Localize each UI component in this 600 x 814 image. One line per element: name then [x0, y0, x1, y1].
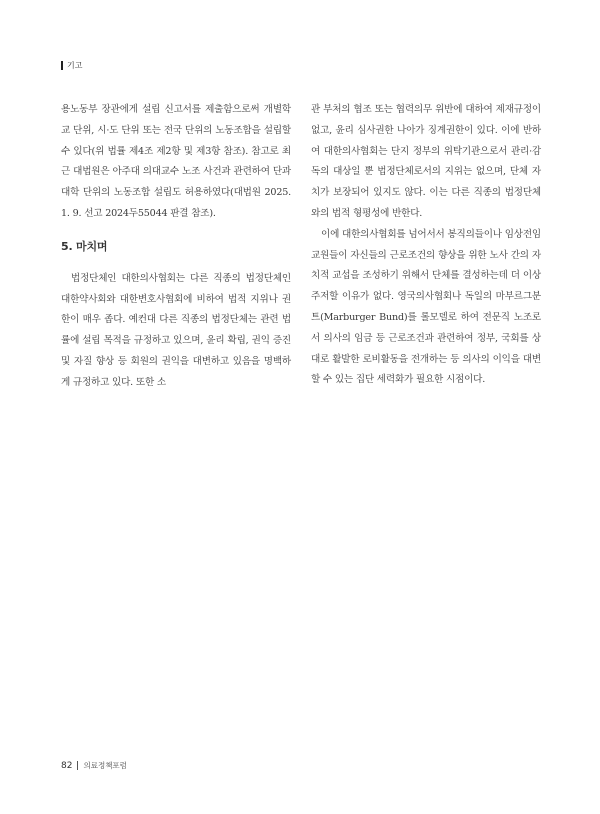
- right-paragraph-2: 이에 대한의사협회를 넘어서서 봉직의들이나 임상전임교원들이 자신들의 근로조건의 향상을 위한 노사 간의 자치적 교섭을 조성하기 위해서 단체를 결성하는데 더 이상 주저할 이유가 없다. 영국의사협회나 독일의 마부르그분트(Marburger Bund)를 롤모델로 하여 전문직 노조로서 의사의 임금 등 근로조건과 관련하여 정부, 국회를 상대로 활발한 로비활동을 전개하는 등 의사의 이익을 대변할 수 있는 집단 세력화가 필요한 시점이다.: [311, 228, 541, 386]
- page-footer: [61, 760, 127, 771]
- left-paragraph-2: 법정단체인 대한의사협회는 다른 직종의 법정단체인 대한약사회와 대한변호사협회에 비하여 법적 지위나 권한이 매우 좁다. 예컨대 다른 직종의 법정단체는 관련 법률에 설립 목적을 규정하고 있으며, 윤리 확립, 권익 증진 및 자질 향상 등 회원의 권익을 대변하고 있음을 명백하게 규정하고 있다. 또한 소: [61, 272, 291, 388]
- section-marker-bar: [61, 61, 63, 70]
- left-column: [61, 100, 291, 394]
- right-paragraph-1: 관 부처의 협조 또는 협력의무 위반에 대하여 제재규정이 없고, 윤리 심사권한 나아가 징계권한이 있다. 이에 반하여 대한의사협회는 단지 정부의 위탁기관으로서 관리·감독의 대상일 뿐 법정단체로서의 지위는 없으며, 단체 자치가 보장되어 있지도 않다. 이는 다른 직종의 법정단체와의 법적 형평성에 반한다.: [311, 104, 541, 219]
- page-number: 82: [61, 760, 73, 771]
- right-column: [311, 100, 541, 391]
- left-paragraph-1: 용노동부 장관에게 설립 신고서를 제출함으로써 개별학교 단위, 시·도 단위 또는 전국 단위의 노동조합을 설립할 수 있다(위 법률 제4조 제2항 및 제3항 참조). 참고로 최근 대법원은 아주대 의대교수 노조 사건과 관련하여 단과대학 단위의 노동조합 설립도 허용하였다(대법원 2025. 1. 9. 선고 2024두55044 판결 참조).: [61, 104, 291, 219]
- section-heading: 5. 마치며: [61, 239, 108, 253]
- section-label-text: 기고: [67, 61, 83, 70]
- footer-divider: [77, 761, 78, 770]
- section-label: [61, 60, 82, 71]
- journal-name: 의료정책포럼: [83, 761, 127, 770]
